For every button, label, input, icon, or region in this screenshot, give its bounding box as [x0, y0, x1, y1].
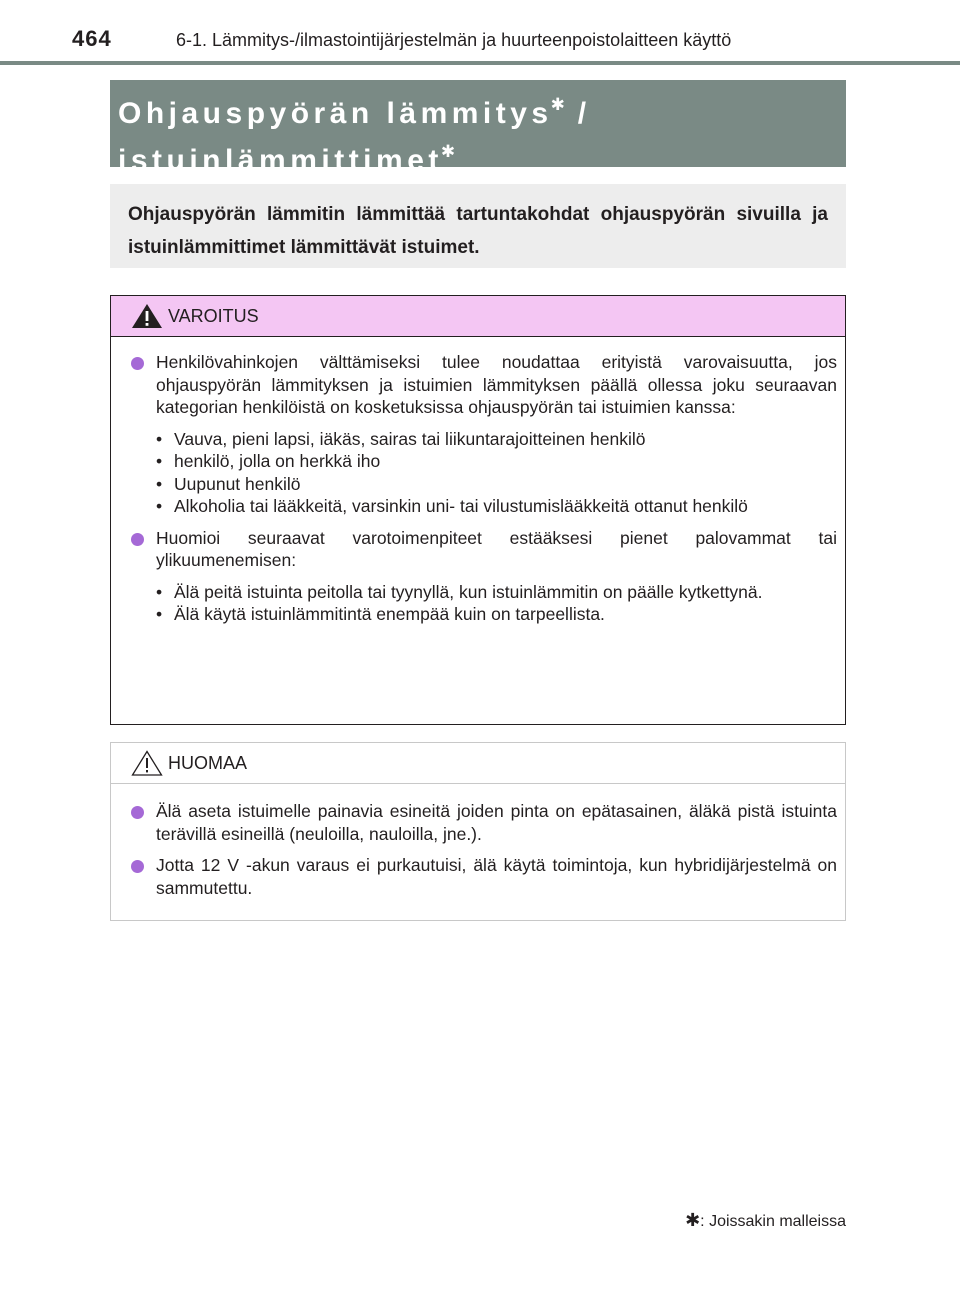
- bullet-dot-icon: [131, 357, 144, 370]
- warning-body: [111, 337, 845, 626]
- warning-sublist: [131, 428, 837, 518]
- bullet-dot-icon: [131, 860, 144, 873]
- warning-sublist: [131, 581, 837, 626]
- bullet-dot-icon: [131, 533, 144, 546]
- notice-body: [111, 784, 845, 899]
- asterisk-icon: ✱: [440, 142, 456, 161]
- notice-item-text: Älä aseta istuimelle painavia esineitä joiden pinta on epätasainen, äläkä pistä istuinta terävillä esineillä (neuloilla, nauloilla, jne.).: [156, 801, 837, 844]
- intro-text: Ohjauspyörän lämmitin lämmittää tartuntakohdat ohjauspyörän sivuilla ja istuinlämmittimet lämmittävät istuimet.: [128, 204, 828, 258]
- bullet-dot-icon: [131, 806, 144, 819]
- list-item: • Uupunut henkilö: [156, 473, 837, 496]
- notice-box: [110, 742, 846, 921]
- asterisk-icon: ✱: [685, 1210, 701, 1230]
- notice-item: [131, 800, 837, 845]
- title-separator: /: [564, 97, 591, 130]
- footnote-text: : Joissakin malleissa: [700, 1213, 846, 1230]
- list-item: • Älä peitä istuinta peitolla tai tyynyllä, kun istuinlämmitin on päälle kytkettynä.: [156, 581, 837, 604]
- warning-item-text: Huomioi seuraavat varotoimenpiteet estääksesi pienet palovammat tai ylikuumenemisen:: [156, 527, 837, 570]
- list-item: • Älä käytä istuinlämmitintä enempää kuin on tarpeellista.: [156, 603, 837, 626]
- notice-item: [131, 854, 837, 899]
- warning-item-text: Henkilövahinkojen välttämiseksi tulee noudattaa erityistä varovaisuutta, jos ohjauspyörän lämmityksen ja istuimien lämmityksen päällä ollessa joku seuraavan kategorian henkilöistä on kosketuksissa ohjauspyörän tai istuimien kanssa:: [156, 352, 837, 417]
- page-number: 464: [72, 26, 112, 51]
- list-item: • Vauva, pieni lapsi, iäkäs, sairas tai liikuntarajoitteinen henkilö: [156, 428, 837, 451]
- notice-item-text: Jotta 12 V -akun varaus ei purkautuisi, älä käytä toimintoja, kun hybridijärjestelmä on sammutettu.: [156, 855, 837, 898]
- title-text-2: istuinlämmittimet: [118, 144, 443, 177]
- list-item: • henkilö, jolla on herkkä iho: [156, 450, 837, 473]
- section-title-line-1: [118, 86, 838, 133]
- section-title-bar: [110, 80, 846, 177]
- warning-label: VAROITUS: [168, 306, 259, 326]
- asterisk-icon: ✱: [550, 95, 565, 114]
- title-text-1: Ohjauspyörän lämmitys: [118, 97, 553, 130]
- notice-header: [111, 743, 845, 784]
- warning-item: [131, 527, 837, 572]
- list-item: • Alkoholia tai lääkkeitä, varsinkin uni- tai vilustumislääkkeitä ottanut henkilö: [156, 495, 837, 518]
- warning-triangle-filled-icon: [130, 302, 164, 330]
- footnote: [650, 1210, 846, 1231]
- caution-triangle-outline-icon: [130, 749, 164, 777]
- warning-item: [131, 351, 837, 419]
- chapter-title: 6-1. Lämmitys-/ilmastointijärjestelmän ja huurteenpoistolaitteen käyttö: [176, 30, 732, 50]
- notice-label: HUOMAA: [168, 753, 248, 773]
- intro-box: [110, 184, 846, 268]
- section-title-line-2: [118, 133, 838, 180]
- header-rule: [0, 61, 960, 65]
- warning-header: [111, 296, 845, 337]
- warning-box: [110, 295, 846, 725]
